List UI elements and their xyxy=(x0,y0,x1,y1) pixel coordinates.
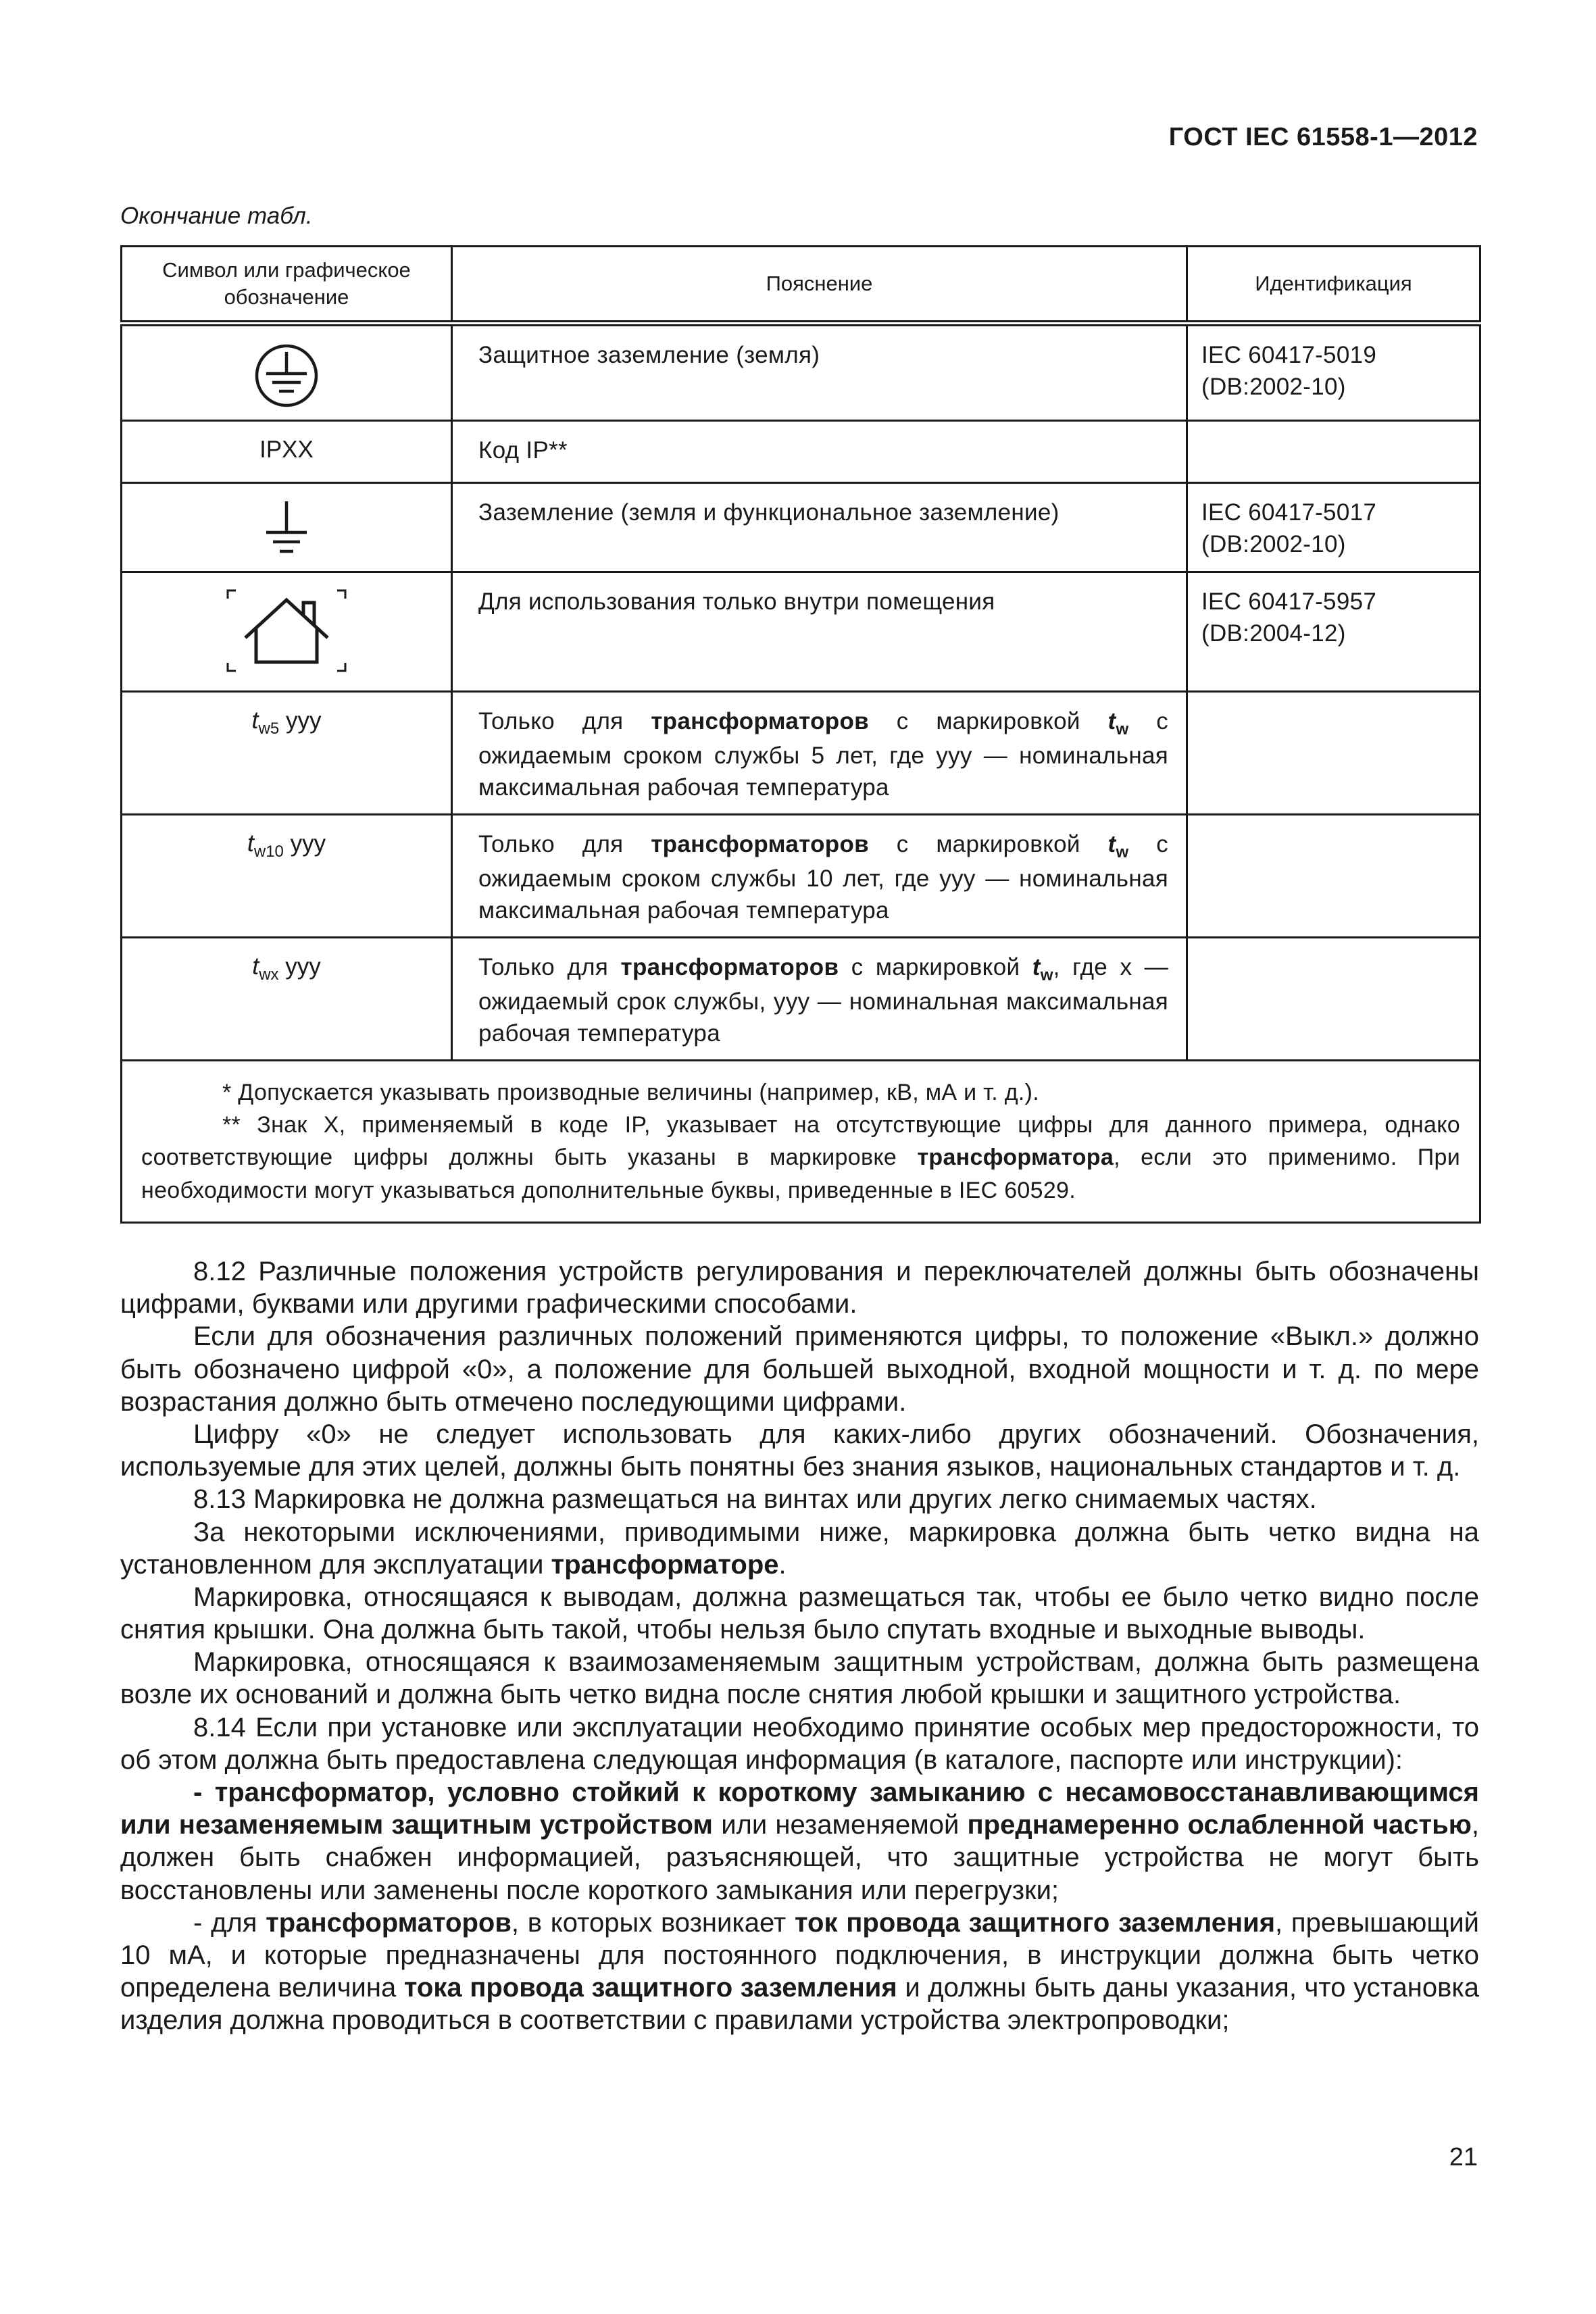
identification-date: (DB:2004-12) xyxy=(1201,620,1346,647)
table-row xyxy=(122,324,1480,421)
paragraph: Если для обозначения различных положений применяются цифры, то положение «Выкл.» должно быть обозначено цифрой «0», а положение для большей выходной, входной мощности и т. д. по мере возрастания должно быть отмечено последующими цифрами. xyxy=(120,1322,1479,1417)
symbol-t: t xyxy=(247,828,254,857)
marking-subscript: w xyxy=(1116,720,1129,738)
marking-symbol: t xyxy=(1032,953,1041,980)
note-text: , если это применимо. При необходимости могут указываться дополнительные буквы, приведенные в IEC 60529. xyxy=(141,1145,1460,1203)
explanation-term: трансформаторов xyxy=(620,953,839,980)
explanation-cell xyxy=(452,814,1187,937)
explanation-term: трансформаторов xyxy=(651,708,869,734)
identification-cell xyxy=(1187,572,1480,692)
paragraph-text: , в которых возникает xyxy=(511,1907,795,1938)
explanation-cell: Заземление (земля и функциональное заземление) xyxy=(452,483,1187,572)
table-note xyxy=(141,1109,1460,1207)
symbol-cell xyxy=(122,572,452,692)
table-note: * Допускается указывать производные величины (например, кВ, мА и т. д.). xyxy=(222,1079,1039,1105)
symbol-subscript: w10 xyxy=(253,842,284,861)
list-item xyxy=(120,1907,1479,2037)
symbol-t: t xyxy=(251,706,259,734)
table-notes xyxy=(122,1060,1480,1222)
marking-subscript: w xyxy=(1116,842,1129,861)
table-caption: Окончание табл. xyxy=(120,203,313,229)
explanation-text: с маркировкой xyxy=(839,953,1032,980)
table-row xyxy=(122,483,1480,572)
paragraph-term: преднамеренно ослабленной частью xyxy=(967,1810,1472,1840)
column-header-explanation: Пояснение xyxy=(452,247,1187,324)
identification-cell xyxy=(1187,483,1480,572)
symbol-cell xyxy=(122,483,452,572)
paragraph-text: , должен быть снабжен информацией, разъясняющей, что защитные устройства не могут быть восстановлены или заменены после короткого замыкания или перегрузки; xyxy=(120,1810,1479,1905)
symbol-subscript: wx xyxy=(259,965,279,984)
standard-designation: ГОСТ IEC 61558-1—2012 xyxy=(1168,123,1478,151)
list-item xyxy=(120,1776,1479,1907)
symbol-suffix: yyy xyxy=(279,707,322,734)
paragraph: 8.12 Различные положения устройств регулирования и переключателей должны быть обозначены цифрами, буквами или другими графическими способами. xyxy=(120,1257,1479,1319)
table-header-row xyxy=(122,247,1480,324)
identification-cell xyxy=(1187,937,1480,1060)
explanation-text: , где x — ожидаемый срок службы, yyy — номинальная максимальная рабочая температура xyxy=(478,953,1168,1047)
identification-cell xyxy=(1187,814,1480,937)
paragraph: 8.13 Маркировка не должна размещаться на винтах или других легко снимаемых частях. xyxy=(193,1484,1317,1515)
explanation-text: Только для xyxy=(478,953,621,980)
explanation-cell xyxy=(452,692,1187,815)
table-row xyxy=(122,572,1480,692)
table-row xyxy=(122,814,1480,937)
symbol-subscript: w5 xyxy=(258,720,280,738)
symbol-suffix: yyy xyxy=(283,830,326,857)
explanation-text: Только для xyxy=(478,708,651,734)
identification-code: IEC 60417-5017 xyxy=(1201,499,1377,526)
symbol-cell xyxy=(122,814,452,937)
explanation-text: с ожидаемым сроком службы 10 лет, где yyy — номинальная максимальная рабочая температура xyxy=(478,830,1169,924)
explanation-cell: Код IP** xyxy=(452,421,1187,483)
page-number: 21 xyxy=(1449,2143,1478,2171)
explanation-text: Только для xyxy=(478,830,651,857)
paragraph: Маркировка, относящаяся к выводам, должна размещаться так, чтобы ее было четко видно после снятия крышки. Она должна быть такой, чтобы нельзя было спутать входные и выходные выводы. xyxy=(120,1582,1479,1645)
table-row xyxy=(122,937,1480,1060)
symbol-cell: IPXX xyxy=(122,421,452,483)
paragraph-term: трансформаторов xyxy=(266,1907,512,1938)
paragraph-text: , превышающий 10 мА, и которые предназначены для постоянного подключения, в инструкции должна быть четко определена величина xyxy=(120,1907,1479,2003)
paragraph: Цифру «0» не следует использовать для каких-либо других обозначений. Обозначения, используемые для этих целей, должны быть понятны без знания языков, национальных стандартов и т. д. xyxy=(120,1419,1479,1482)
column-header-identification: Идентификация xyxy=(1187,247,1480,324)
explanation-text: с ожидаемым сроком службы 5 лет, где yyy — номинальная максимальная рабочая температура xyxy=(478,708,1169,801)
body-text xyxy=(120,1255,1479,2037)
indoor-use-only-icon xyxy=(222,585,351,676)
paragraph-term: ток провода защитного заземления xyxy=(794,1907,1276,1938)
functional-earth-icon xyxy=(263,499,310,559)
note-term: трансформатора xyxy=(917,1145,1114,1171)
identification-cell xyxy=(1187,692,1480,815)
note-text: ** Знак X, применяемый в коде IP, указывает на отсутствующие цифры для данного примера, однако соответствующие цифры должны быть указаны в маркировке xyxy=(141,1112,1460,1171)
identification-cell xyxy=(1187,421,1480,483)
table-row xyxy=(122,421,1480,483)
identification-date: (DB:2002-10) xyxy=(1201,530,1346,557)
protective-earth-icon xyxy=(249,338,324,413)
explanation-cell: Защитное заземление (земля) xyxy=(452,324,1187,421)
table-row xyxy=(122,692,1480,815)
symbol-suffix: yyy xyxy=(278,953,321,980)
explanation-cell: Для использования только внутри помещения xyxy=(452,572,1187,692)
identification-cell xyxy=(1187,324,1480,421)
table-notes-row xyxy=(122,1060,1480,1222)
paragraph-term: трансформаторе xyxy=(551,1549,779,1580)
list-marker: - xyxy=(193,1778,215,1807)
paragraph: 8.14 Если при установке или эксплуатации необходимо принятие особых мер предосторожности, то об этом должна быть предоставлена следующая информация (в каталоге, паспорте или инструкции): xyxy=(120,1712,1479,1775)
symbol-cell xyxy=(122,937,452,1060)
column-header-symbol: Символ или графическое обозначение xyxy=(122,247,452,324)
paragraph-text: За некоторыми исключениями, приводимыми ниже, маркировка должна быть четко видна на установленном для эксплуатации xyxy=(120,1517,1479,1580)
paragraph-text: и должны быть даны указания, что установка изделия должна проводиться в соответствии с правилами устройства электропроводки; xyxy=(120,1973,1479,2036)
explanation-text: с маркировкой xyxy=(868,708,1108,734)
symbols-table xyxy=(120,245,1481,1224)
identification-code: IEC 60417-5019 xyxy=(1201,342,1377,368)
identification-date: (DB:2002-10) xyxy=(1201,373,1346,400)
explanation-term: трансформаторов xyxy=(651,830,869,857)
symbol-cell xyxy=(122,324,452,421)
paragraph-term: тока провода защитного заземления xyxy=(403,1973,897,2003)
paragraph-text: или незаменяемой xyxy=(712,1810,968,1840)
symbol-cell xyxy=(122,692,452,815)
identification-code: IEC 60417-5957 xyxy=(1201,588,1377,615)
paragraph: Маркировка, относящаяся к взаимозаменяемым защитным устройствам, должна быть размещена возле их оснований и должна быть четко видна после снятия любой крышки и защитного устройства. xyxy=(120,1647,1479,1710)
symbol-t: t xyxy=(252,951,259,980)
paragraph xyxy=(120,1516,1479,1581)
explanation-cell xyxy=(452,937,1187,1060)
paragraph-term: трансформатор, условно стойкий к короткому замыканию с несамовосстанавливающимся или незаменяемым защитным устройством xyxy=(120,1778,1480,1840)
marking-symbol: t xyxy=(1107,708,1116,734)
paragraph-text: - для xyxy=(193,1907,266,1938)
paragraph-text: . xyxy=(778,1549,787,1580)
marking-symbol: t xyxy=(1107,830,1116,857)
marking-subscript: w xyxy=(1040,965,1053,984)
explanation-text: с маркировкой xyxy=(868,830,1108,857)
